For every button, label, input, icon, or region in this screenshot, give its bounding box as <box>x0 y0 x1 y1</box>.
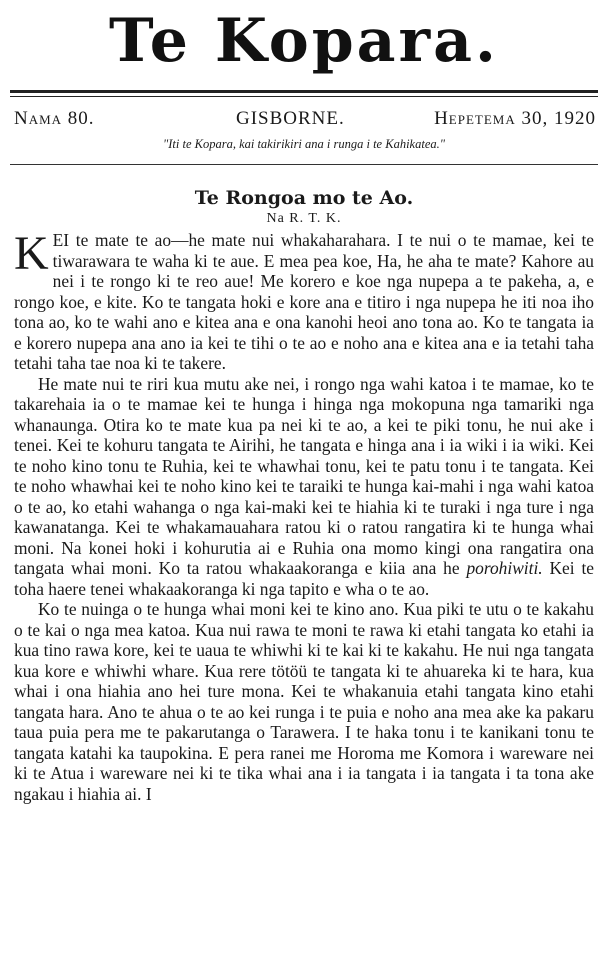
paragraph-2-text: He mate nui te riri kua mutu ake nei, i rongo nga wahi katoa i te mamae, ko te takarehaia ia o te mamae kei te hunga i hinga nga mokopuna nga tamariki nga whanaunga. Otira ko te mate kua pa nei ki te ao, a kei te piki tonu, he nui ake i tenei. Kei te kohuru tangata te Airihi, he tangata e hinga ana i ia wiki i ia wiki. Kei te noho kino tonu te Ruhia, kei te whawhai tonu, kei te patu tonu i te tangata. Kei te noho whawhai kei te noho kino kei te taraiki te hunga kai-mahi i nga wahi katoa o te ao, ko etahi wahanga o nga kai-maki kei te hiahia ki te turaki i nga ture i nga kawanatanga. Kei te whakamauahara ratou ki o ratou rangatira ki te hunga whai moni. Na konei hoki i kohurutia ai e Ruhia ona momo kingi ona rangatira ona tangata whai moni. Ko ta ratou whakaakoranga e kiia ana he <box>14 373 594 578</box>
article-body <box>14 227 594 804</box>
paragraph-2 <box>14 374 594 600</box>
paragraph-1-text: EI te mate te ao—he mate nui whakaharahara. I te nui o te mamae, kei te tiwarawara te waha ki te aue. E mea pea koe, Ha, he aha te mate? Kahore au nei i te rongo ki te reo aue! Me korero e koe nga nupepa a te pakeha, a, e rongo koe, e kite. Ko te tangata hoki e kore ana e titiro i nga nupepa he iti noa iho tona ao, ko te wahi ano e kitea ana e ona kanohi heoi ano tona ao. Ko te tangata ia e korero nupepa ana ano ia kei te tihi o te ao e noho ana e kitea ana e ia tetahi taha tetahi taha tae noa ki te takere. <box>14 230 594 373</box>
paragraph-3-text: Ko te nuinga o te hunga whai moni kei te kino ano. Kua piki te utu o te kakahu o te kai o nga mea katoa. Kua nui rawa te moni te rawa ki etahi tangata ko etahi ia kua tino rawa kore, kei te uaua te whiwhi ki te kai ki te kakahu. He nui nga tangata kua kore e whiwhi whare. Kua rere tötöü te tangata ki te ahuareka ki te hara, kua whai i ona hiahia ano hei ture mona. Kei te whakanuia etahi tangata kino etahi tangata hara. Ano te ahua o te ao kei runga i te puia e noho ana mea ake ka pakaru taua puia pera me te pakarutanga o Tarawera. I te haka tonu i te kanikani tonu te tangata katahi ka taupokina. E pera ranei me Horoma me Komora i wareware nei ki te Atua i wareware nei ki te tika whai ana i ia tangata i ia tangata i ta tona ake ngakau i hiahia ai. I <box>14 599 594 804</box>
masthead <box>0 0 608 86</box>
masthead-rule-thick <box>10 90 598 93</box>
issue-place: GISBORNE. <box>236 108 345 129</box>
masthead-rule-bottom <box>10 164 598 165</box>
paragraph-2-italic: porohiwiti. <box>466 558 543 578</box>
motto: "Iti te Kopara, kai takirikiri ana i runga i te Kahikatea." <box>162 137 445 151</box>
paragraph-3 <box>14 599 594 804</box>
paragraph-1 <box>14 227 594 374</box>
newspaper-title: Te Kopara. <box>109 6 499 76</box>
issue-number: Nama 80. <box>14 108 95 129</box>
article-title: Te Rongoa mo te Ao. <box>194 187 414 209</box>
drop-cap: K <box>14 227 49 280</box>
issue-line <box>14 104 596 134</box>
issue-date: Hepetema 30, 1920 <box>434 108 596 129</box>
paragraph-2-text-end: Kei te toha haere tenei whakaakoranga ki nga tapito e wha o te ao. <box>14 558 594 599</box>
masthead-rule-thin <box>10 96 598 97</box>
article-byline: Na R. T. K. <box>266 211 342 226</box>
